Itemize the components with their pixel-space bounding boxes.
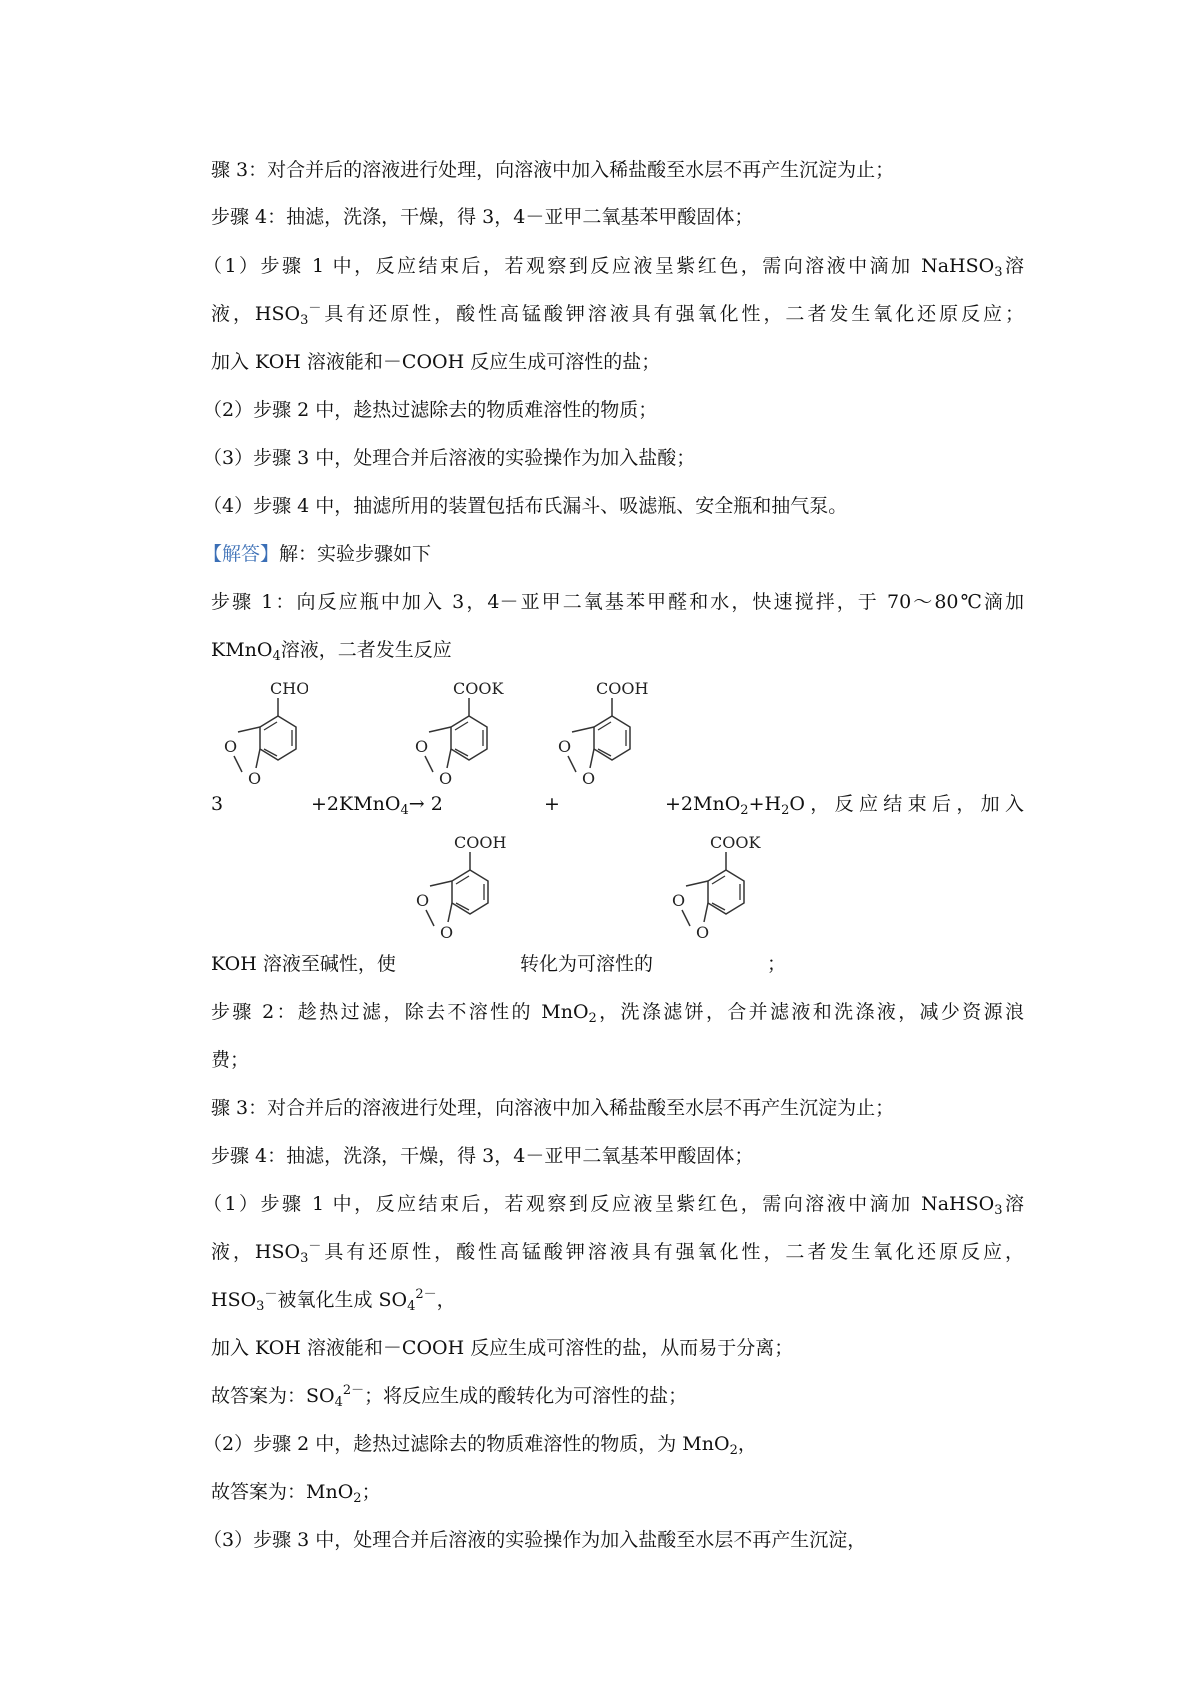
step3-text-2: 骤 3：对合并后的溶液进行处理，向溶液中加入稀盐酸至水层不再产生沉淀为止； (211, 1097, 895, 1119)
koh-line-b: 转化为可溶性的 (520, 953, 654, 975)
svg-text:O: O (439, 769, 453, 788)
step3-text: 骤 3：对合并后的溶液进行处理，向溶液中加入稀盐酸至水层不再产生沉淀为止； (211, 159, 895, 181)
equation-products: $+2MnO_2+H_2O$，反应结束后，加入 (665, 793, 1024, 818)
equation-kmno4: +2KMnO$_4$→ 2 (311, 793, 443, 818)
q1-line1: （1）步骤 1 中，反应结束后，若观察到反应液呈紫红色，需向溶液中滴加 NaHSO$_3$溶 (203, 255, 1024, 280)
a1-line4: 加入 KOH 溶液能和－COOH 反应生成可溶性的盐，从而易于分离； (211, 1337, 794, 1359)
a1-answer: 故答案为：$SO_4^{2-}$；将反应生成的酸转化为可溶性的盐； (211, 1383, 688, 1410)
a2-line1: （2）步骤 2 中，趁热过滤除去的物质难溶性的物质，为 MnO$_2$， (203, 1433, 757, 1458)
a2-answer: 故答案为：MnO$_2$； (211, 1481, 381, 1506)
a1-line3: $HSO_3^-$被氧化生成 $SO_4^{2-}$， (211, 1287, 456, 1314)
svg-text:O: O (440, 923, 454, 942)
answer-header: 【解答】解：实验步骤如下 (203, 543, 432, 565)
a3-line1: （3）步骤 3 中，处理合并后溶液的实验操作为加入盐酸至水层不再产生沉淀， (203, 1529, 867, 1551)
structure-piperonal (218, 676, 308, 811)
svg-text:CHO: CHO (270, 679, 308, 698)
step2-line1: 步骤 2：趁热过滤，除去不溶性的 MnO$_2$，洗涤滤饼，合并滤液和洗涤液，减少资源浪 (211, 1001, 1024, 1026)
svg-text:O: O (224, 737, 238, 756)
q3-text: （3）步骤 3 中，处理合并后溶液的实验操作为加入盐酸； (203, 447, 696, 469)
svg-text:O: O (582, 769, 596, 788)
svg-text:COOH: COOH (454, 833, 507, 852)
a1-line1: （1）步骤 1 中，反应结束后，若观察到反应液呈紫红色，需向溶液中滴加 NaHSO$_3$溶 (203, 1193, 1024, 1218)
svg-text:O: O (696, 923, 710, 942)
q1-line2: 液，$HSO_3^-$具有还原性，酸性高锰酸钾溶液具有强氧化性，二者发生氧化还原反应； (211, 301, 1024, 328)
equation-plus: + (544, 793, 560, 815)
step4-text: 步骤 4：抽滤，洗涤，干燥，得 3，4－亚甲二氧基苯甲酸固体； (211, 206, 754, 228)
svg-text:O: O (416, 891, 430, 910)
koh-line-c: ； (767, 953, 787, 975)
svg-text:O: O (248, 769, 262, 788)
q2-text: （2）步骤 2 中，趁热过滤除去的物质难溶性的物质； (203, 399, 658, 421)
svg-text:COOK: COOK (453, 679, 504, 698)
answer-tag: 【解答】 (203, 543, 280, 565)
equation-coef-3: 3 (211, 793, 224, 815)
svg-text:COOH: COOH (596, 679, 649, 698)
svg-text:O: O (558, 737, 572, 756)
svg-text:COOK: COOK (710, 833, 761, 852)
q1-line3: 加入 KOH 溶液能和－COOH 反应生成可溶性的盐； (211, 351, 661, 373)
q4-text: （4）步骤 4 中，抽滤所用的装置包括布氏漏斗、吸滤瓶、安全瓶和抽气泵。 (203, 495, 848, 517)
svg-text:O: O (415, 737, 429, 756)
structure-cooh (548, 676, 658, 811)
koh-line-a: KOH 溶液至碱性，使 (211, 953, 396, 975)
a1-line2: 液，$HSO_3^-$具有还原性，酸性高锰酸钾溶液具有强氧化性，二者发生氧化还原反应， (211, 1239, 1024, 1266)
step1-line2: KMnO$_4$溶液，二者发生反应 (211, 639, 452, 664)
step2-line2: 费； (211, 1049, 250, 1071)
svg-text:O: O (672, 891, 686, 910)
step4-text-2: 步骤 4：抽滤，洗涤，干燥，得 3，4－亚甲二氧基苯甲酸固体； (211, 1145, 754, 1167)
step1-line1: 步骤 1：向反应瓶中加入 3，4－亚甲二氧基苯甲醛和水，快速搅拌，于 70～80℃滴加 (211, 591, 1024, 613)
structure-cooh-2 (406, 830, 516, 975)
structure-cook-2 (662, 830, 772, 975)
